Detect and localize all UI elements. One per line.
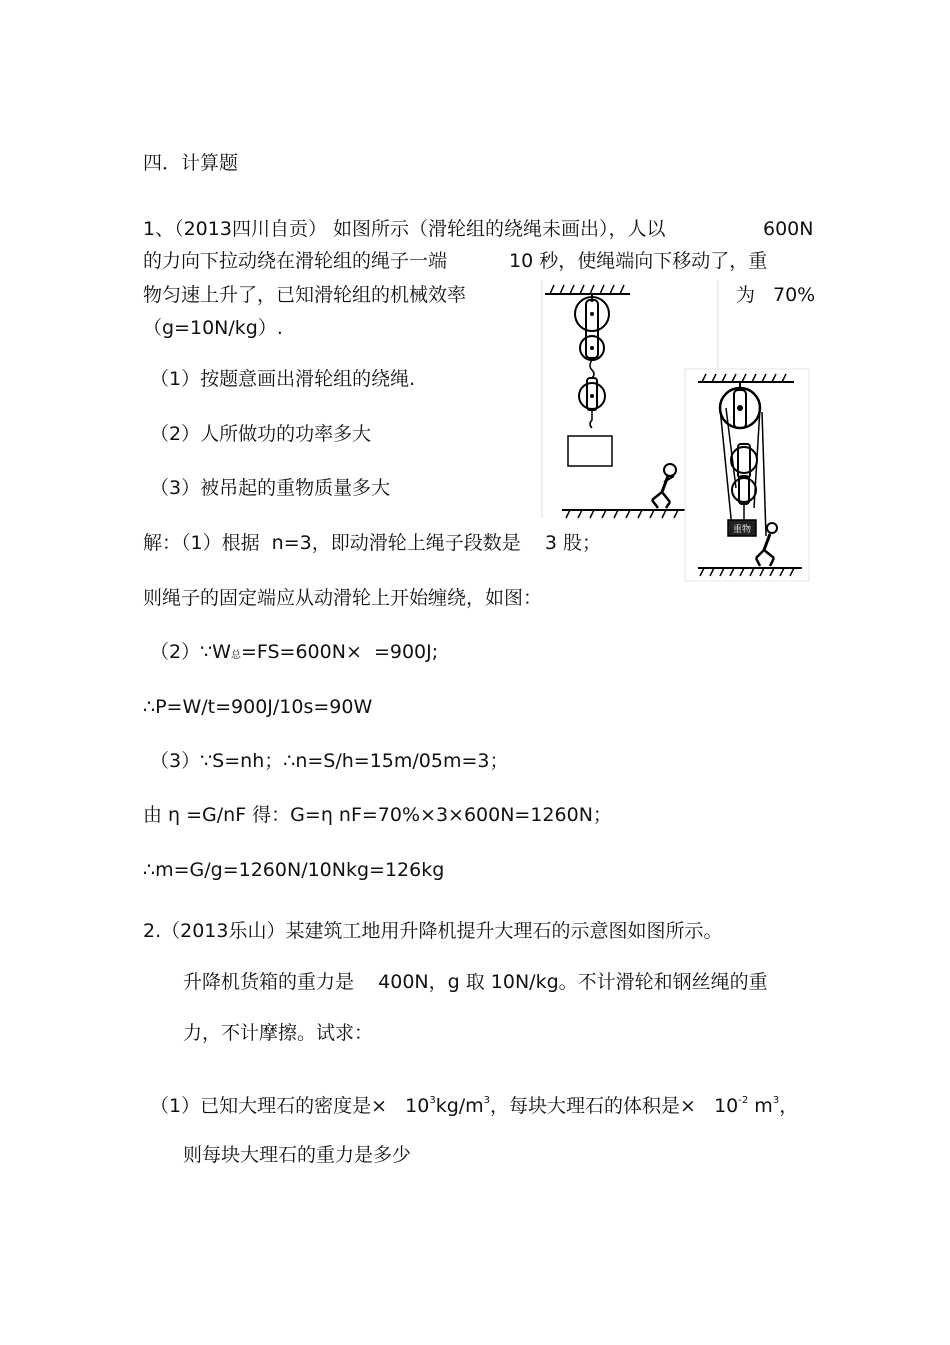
q1-efficiency: 70% <box>773 284 816 306</box>
q1-line2b: 10 秒，使绳端向下移动了，重 <box>509 250 768 272</box>
pulley-figure-wound <box>684 368 812 584</box>
q1-sol6: 由 η =G/nF 得：G=η nF=70%×3×600N=1260N； <box>143 804 612 826</box>
q2-sub1-line2: 则每块大理石的重力是多少 <box>183 1144 412 1166</box>
sub1-a: （1）已知大理石的密度是× 10 <box>150 1095 430 1117</box>
q1-line3a: 物匀速上升了，已知滑轮组的机械效率 <box>143 284 467 306</box>
q2-line3: 力，不计摩擦。试求： <box>183 1022 374 1044</box>
sol3-subscript: 总 <box>230 650 241 661</box>
q1-force-value: 600N <box>763 218 814 240</box>
q1-line4: （g=10N/kg）. <box>143 317 283 339</box>
q1-sol2: 则绳子的固定端应从动滑轮上开始缠绕，如图： <box>143 587 543 609</box>
q1-sol4: ∴P=W/t=900J/10s=90W <box>143 696 373 718</box>
sub1-d: m <box>748 1095 773 1117</box>
q1-line2a: 的力向下拉动绕在滑轮组的绳子一端 <box>143 250 448 272</box>
q2-line2: 升降机货箱的重力是 400N，g 取 10N/kg。不计滑轮和钢丝绳的重 <box>183 971 768 993</box>
sub1-e: ， <box>779 1095 799 1117</box>
q1-sol1: 解：（1）根据 n=3，即动滑轮上绳子段数是 3 股； <box>143 532 602 554</box>
q1-sol5: （3）∵S=nh；∴n=S/h=15m/05m=3； <box>150 750 509 772</box>
q1-line1: 1、（2013四川自贡） 如图所示（滑轮组的绕绳未画出），人以 <box>143 218 666 240</box>
q1-sub2: （2）人所做功的功率多大 <box>150 423 372 445</box>
q2-sub1 <box>150 1094 798 1118</box>
q1-sub3: （3）被吊起的重物质量多大 <box>150 477 391 499</box>
sub1-sup2: 3 <box>483 1095 491 1106</box>
q1-sub1: （1）按题意画出滑轮组的绕绳. <box>150 368 416 390</box>
sub1-c: ，每块大理石的体积是× 10 <box>490 1095 739 1117</box>
q1-sol3 <box>150 640 438 668</box>
q1-sol7: ∴m=G/g=1260N/10Nkg=126kg <box>143 859 445 881</box>
q2-line1: 2.（2013乐山）某建筑工地用升降机提升大理石的示意图如图所示。 <box>143 920 723 942</box>
sub1-sup4: 3 <box>772 1095 780 1106</box>
sub1-sup1: 3 <box>429 1095 436 1106</box>
q1-line3b: 为 <box>736 284 756 306</box>
box-label: 重物 <box>732 525 752 535</box>
sol3-a: （2）∵W <box>150 641 231 663</box>
section-title: 四．计算题 <box>143 152 239 174</box>
sub1-sup3: -2 <box>738 1095 749 1106</box>
sub1-b: kg/m <box>435 1095 484 1117</box>
sol3-b: =FS=600N× =900J; <box>240 641 439 663</box>
